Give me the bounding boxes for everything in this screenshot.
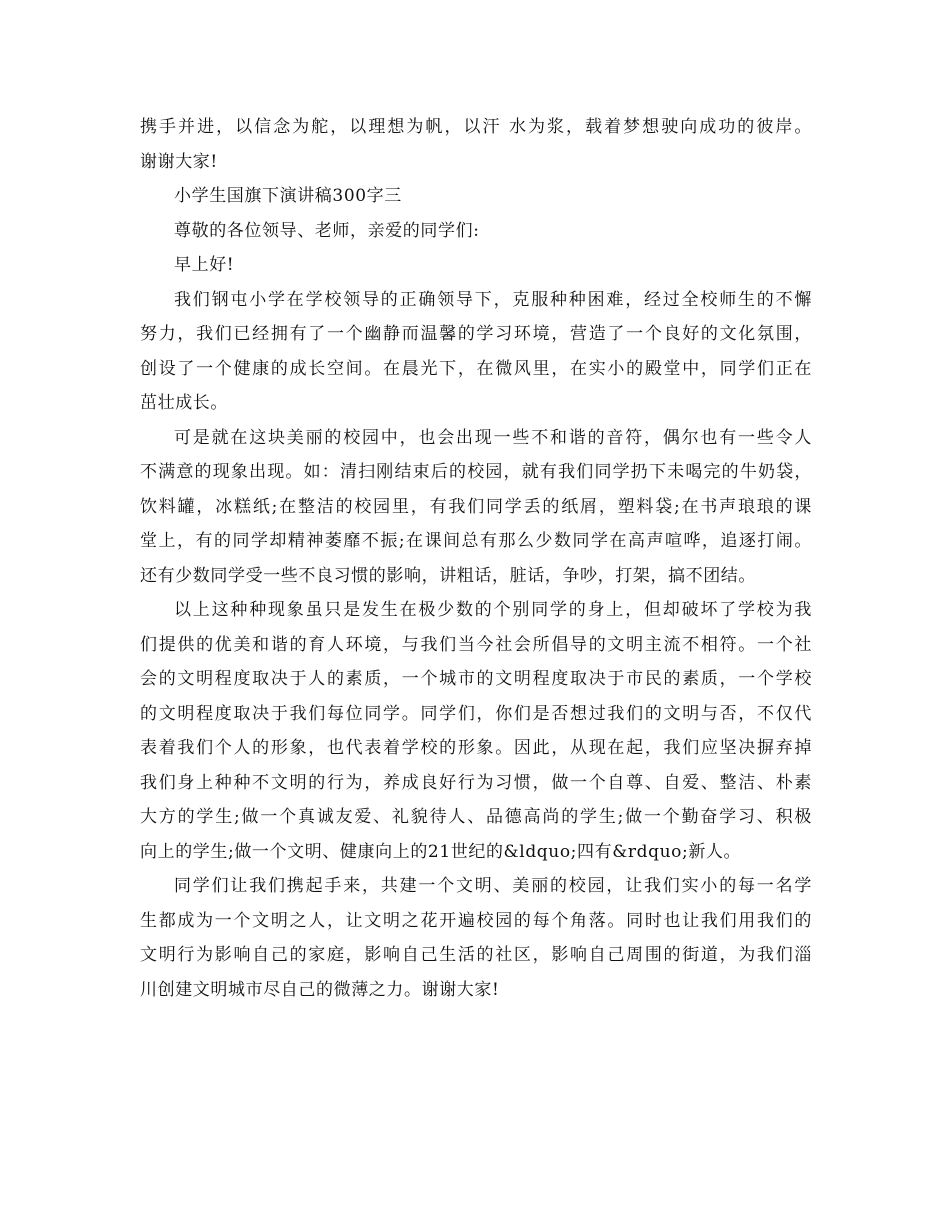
salutation-line: 尊敬的各位领导、老师，亲爱的同学们: [174,220,480,241]
text-line: 文明行为影响自己的家庭，影响自己生活的社区，影响自己周围的街道，为我们淄 [140,945,812,965]
text-line: 谢谢大家! [140,151,218,172]
text-line: 生都成为一个文明之人，让文明之花开遍校园的每个角落。同时也让我们用我们的 [140,910,812,931]
text-line: 向上的学生;做一个文明、健康向上的21世纪的&ldquo;四有&rdquo;新人。 [140,841,742,862]
text-line: 会的文明程度取决于人的素质，一个城市的文明程度取决于市民的素质，一个学校 [140,669,812,689]
text-line: 大方的学生;做一个真诚友爱、礼貌待人、品德高尚的学生;做一个勤奋学习、积极 [140,807,812,827]
text-line: 表着我们个人的形象，也代表着学校的形象。因此，从现在起，我们应坚决摒弃掉 [140,738,812,758]
text-line: 川创建文明城市尽自己的微薄之力。谢谢大家! [140,979,500,1000]
text-line: 我们身上种种不文明的行为，养成良好行为习惯，做一个自尊、自爱、整洁、朴素 [140,772,812,793]
text-line: 堂上，有的同学却精神萎靡不振;在课间总有那么少数同学在高声喧哗，追逐打闹。 [140,531,812,551]
text-line: 创设了一个健康的成长空间。在晨光下，在微风里，在实小的殿堂中，同学们正在 [140,358,812,379]
text-line: 的文明程度取决于我们每位同学。同学们，你们是否想过我们的文明与否，不仅代 [140,703,812,724]
text-line: 们提供的优美和谐的育人环境，与我们当今社会所倡导的文明主流不相符。一个社 [140,634,812,655]
section-title-line: 小学生国旗下演讲稿300字三 [174,186,402,206]
text-line: 可是就在这块美丽的校园中，也会出现一些不和谐的音符，偶尔也有一些令人 [174,427,812,448]
speech-text-body [140,110,812,1007]
text-line: 不满意的现象出现。如：清扫刚结束后的校园，就有我们同学扔下未喝完的牛奶袋， [140,462,812,482]
text-line: 还有少数同学受一些不良习惯的影响，讲粗话，脏话，争吵，打架，搞不团结。 [140,565,756,586]
text-line: 努力，我们已经拥有了一个幽静而温馨的学习环境，营造了一个良好的文化氛围， [140,324,812,344]
text-line: 携手并进，以信念为舵，以理想为帆，以汗 水为浆，载着梦想驶向成功的彼岸。 [140,117,812,137]
text-line: 我们钢屯小学在学校领导的正确领导下，克服种种困难，经过全校师生的不懈 [174,289,812,310]
text-line: 同学们让我们携起手来，共建一个文明、美丽的校园，让我们实小的每一名学 [174,876,812,896]
text-line: 以上这种种现象虽只是发生在极少数的个别同学的身上，但却破坏了学校为我 [174,600,812,620]
greeting-line: 早上好! [174,255,235,275]
text-line: 茁壮成长。 [140,393,228,413]
text-line: 饮料罐，冰糕纸;在整洁的校园里，有我们同学丢的纸屑，塑料袋;在书声琅琅的课 [140,496,812,517]
